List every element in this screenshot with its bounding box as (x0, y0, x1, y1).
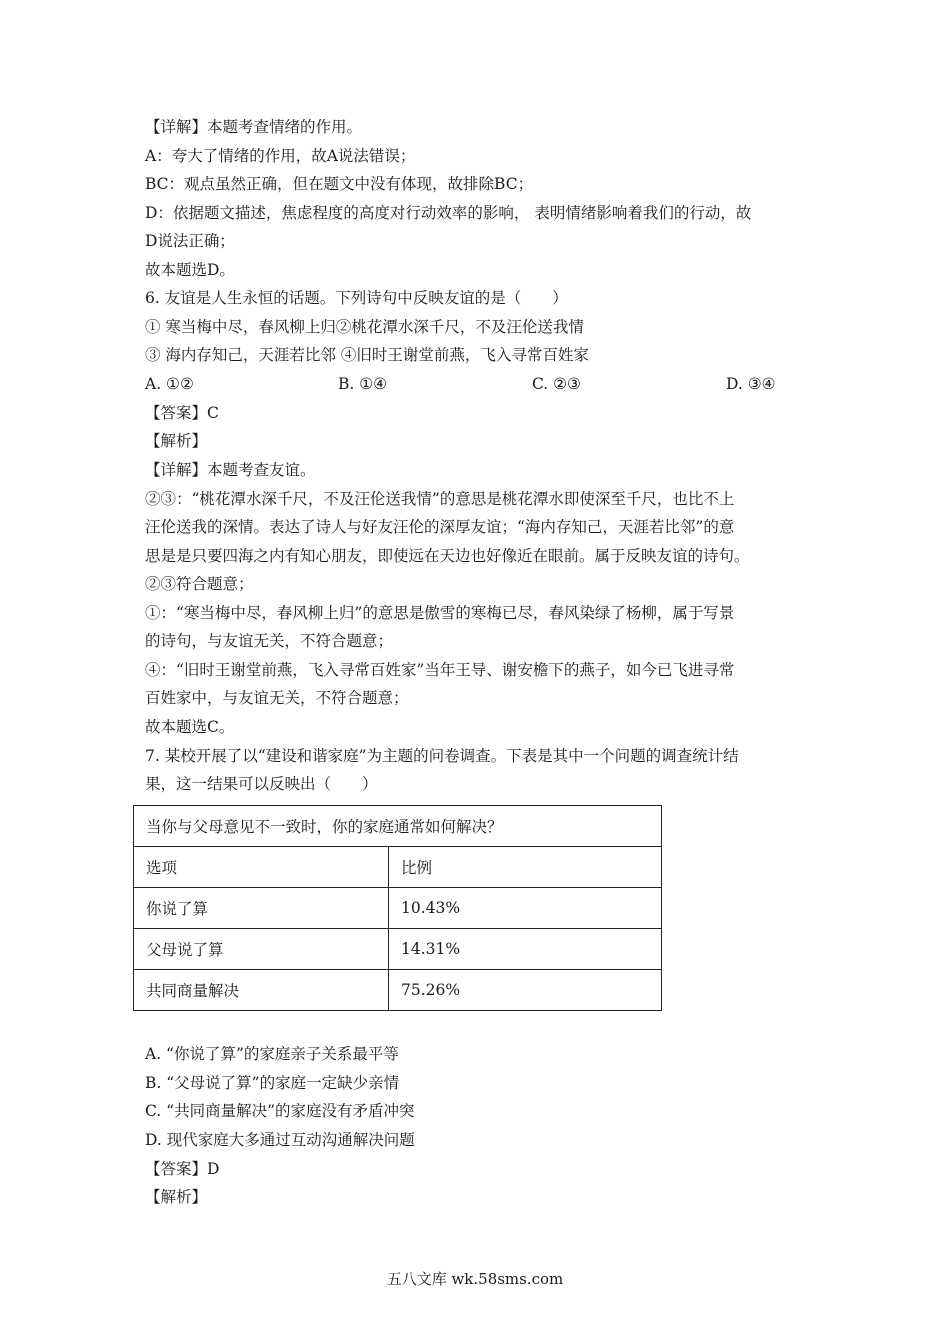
question-7-option-c: C. “共同商量解决”的家庭没有矛盾冲突 (145, 1102, 415, 1120)
question-7-option-a: A. “你说了算”的家庭亲子关系最平等 (145, 1045, 399, 1063)
question-7-option-d: D. 现代家庭大多通过互动沟通解决问题 (145, 1131, 415, 1149)
explanation-6-line-2: 汪伦送我的深情。表达了诗人与好友汪伦的深厚友谊；“海内存知己，天涯若比邻”的意 (145, 518, 735, 536)
line-analysis-d: D：依据题文描述，焦虑程度的高度对行动效率的影响， 表明情绪影响着我们的行动，故 (145, 204, 752, 222)
question-7-stem-1: 7. 某校开展了以“建设和谐家庭”为主题的问卷调查。下表是其中一个问题的调查统计结 (145, 747, 739, 765)
explanation-6-line-8: 百姓家中，与友谊无关，不符合题意； (145, 689, 409, 707)
survey-table (133, 805, 662, 1011)
conclusion-6: 故本题选C。 (145, 718, 235, 736)
question-6-option-a: A. ①② (145, 375, 194, 393)
answer-7: 【答案】D (145, 1160, 220, 1178)
question-6-option-c: C. ②③ (532, 375, 581, 393)
table-row (134, 888, 662, 929)
survey-title: 当你与父母意见不一致时，你的家庭通常如何解决？ (134, 806, 662, 847)
header-ratio: 比例 (389, 847, 662, 888)
question-6-option-b: B. ①④ (338, 375, 388, 393)
detail-6: 【详解】本题考查友谊。 (145, 461, 316, 479)
question-6-poems-2: ③ 海内存知己，天涯若比邻 ④旧时王谢堂前燕，飞入寻常百姓家 (145, 346, 589, 364)
table-row (134, 970, 662, 1011)
answer-6: 【答案】C (145, 404, 219, 422)
table-row (134, 929, 662, 970)
question-6-stem: 6. 友谊是人生永恒的话题。下列诗句中反映友谊的是（ ） (145, 289, 568, 307)
explanation-6-line-5: ①：“寒当梅中尽，春风柳上归”的意思是傲雪的寒梅已尽，春风染绿了杨柳，属于写景 (145, 604, 735, 622)
explanation-6-line-6: 的诗句，与友谊无关，不符合题意； (145, 632, 394, 650)
analysis-7-label: 【解析】 (145, 1188, 208, 1206)
question-6-option-d: D. ③④ (726, 375, 776, 393)
row-ratio: 14.31% (389, 929, 662, 970)
line-conclusion-5: 故本题选D。 (145, 261, 235, 279)
analysis-6-label: 【解析】 (145, 432, 208, 450)
row-ratio: 75.26% (389, 970, 662, 1011)
question-7-option-b: B. “父母说了算”的家庭一定缺少亲情 (145, 1074, 400, 1092)
explanation-6-line-7: ④：“旧时王谢堂前燕，飞入寻常百姓家”当年王导、谢安檐下的燕子，如今已飞进寻常 (145, 661, 735, 679)
line-detail-1: 【详解】本题考查情绪的作用。 (145, 118, 363, 136)
survey-header-row (134, 847, 662, 888)
line-analysis-a: A：夸大了情绪的作用，故A说法错误； (145, 147, 416, 165)
line-analysis-d-cont: D说法正确； (145, 232, 235, 250)
row-ratio: 10.43% (389, 888, 662, 929)
explanation-6-line-4: ②③符合题意； (145, 575, 254, 593)
footer-watermark: 五八文库 wk.58sms.com (386, 1270, 564, 1288)
survey-title-row (134, 806, 662, 847)
question-6-poems-1: ① 寒当梅中尽，春风柳上归②桃花潭水深千尺，不及汪伦送我情 (145, 318, 584, 336)
explanation-6-line-1: ②③：“桃花潭水深千尺，不及汪伦送我情”的意思是桃花潭水即使深至千尺，也比不上 (145, 490, 735, 508)
row-option: 父母说了算 (134, 929, 389, 970)
header-option: 选项 (134, 847, 389, 888)
question-7-stem-2: 果，这一结果可以反映出（ ） (145, 775, 378, 793)
explanation-6-line-3: 思是是只要四海之内有知心朋友，即使远在天边也好像近在眼前。属于反映友谊的诗句。 (145, 547, 750, 565)
row-option: 共同商量解决 (134, 970, 389, 1011)
line-analysis-bc: BC：观点虽然正确，但在题文中没有体现，故排除BC； (145, 175, 534, 193)
row-option: 你说了算 (134, 888, 389, 929)
